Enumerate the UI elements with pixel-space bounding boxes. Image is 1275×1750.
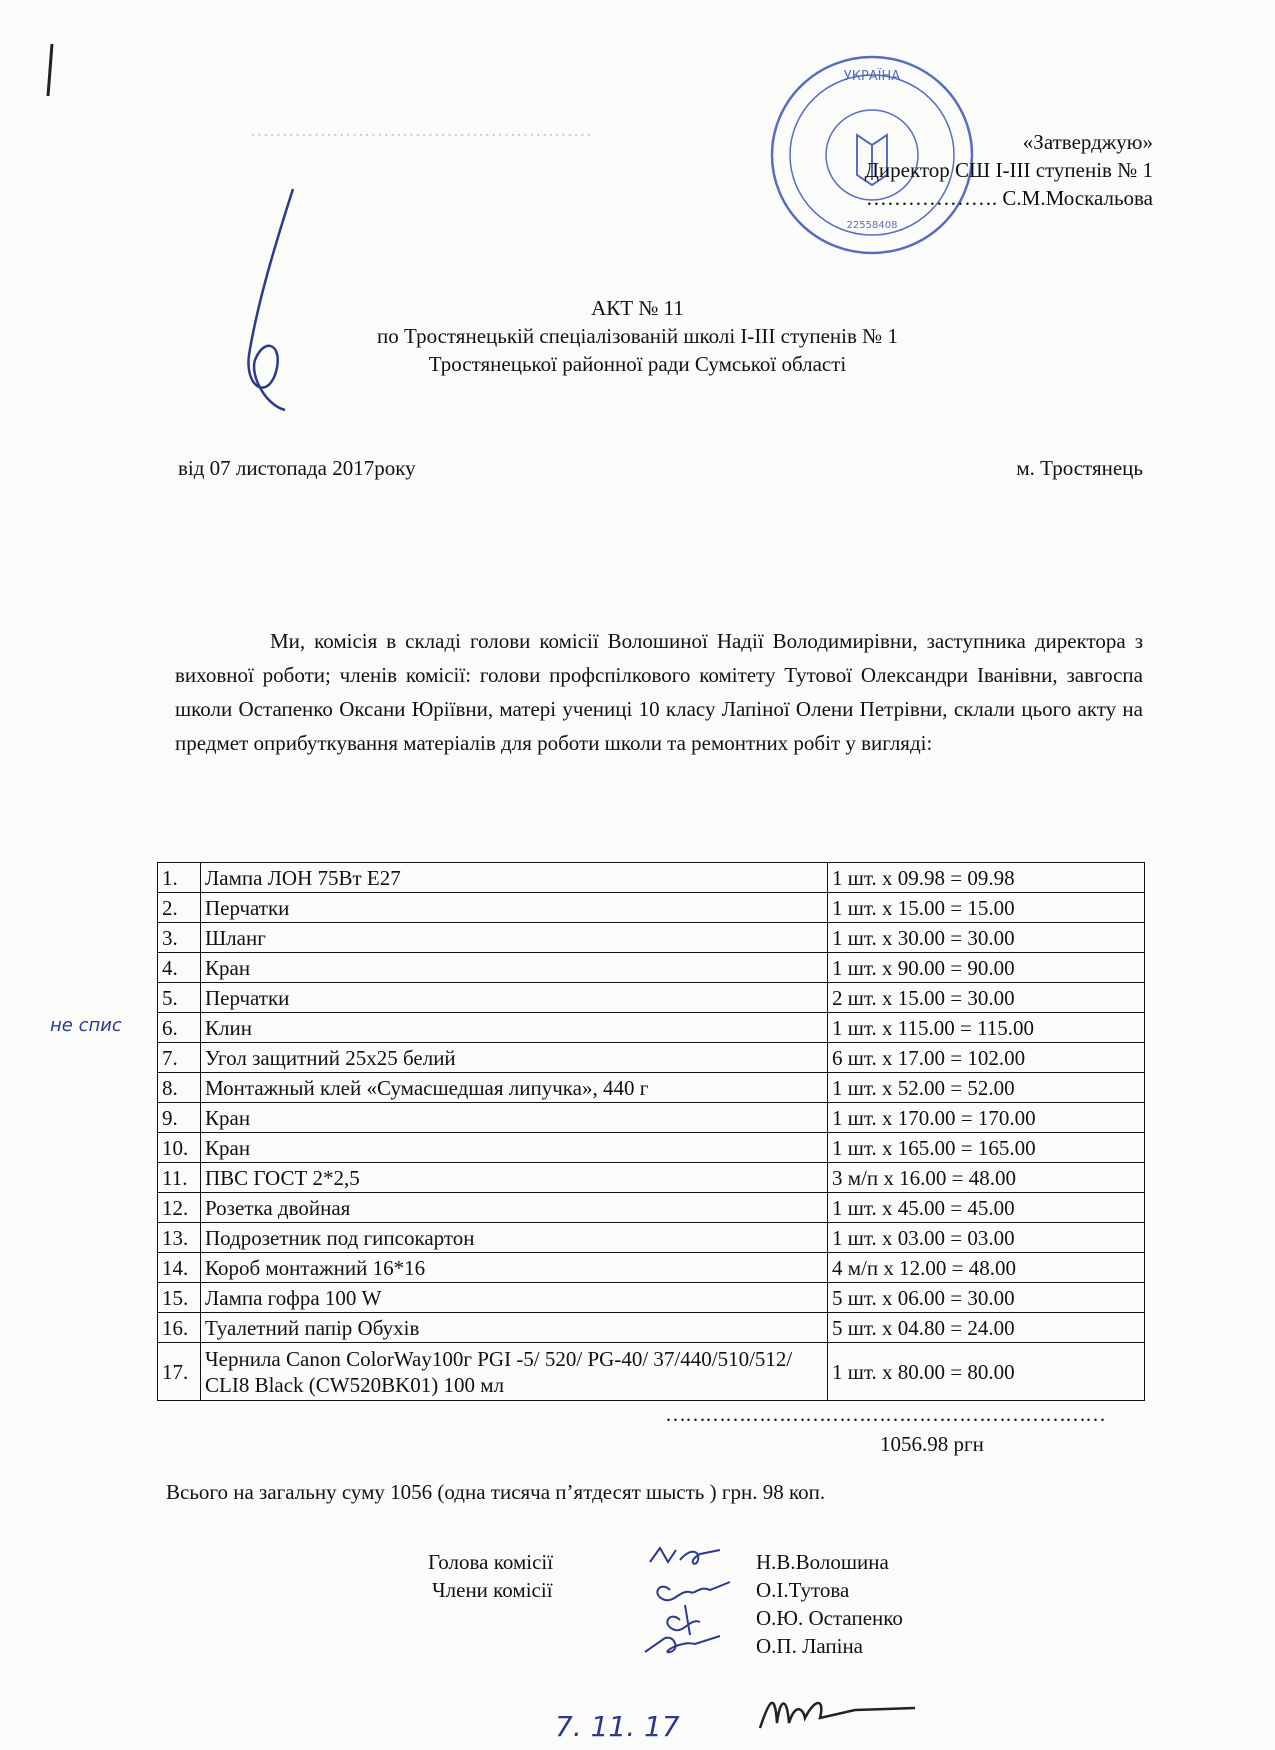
bottom-signature <box>755 1688 925 1738</box>
table-row <box>158 1043 1145 1073</box>
item-quantity-price: 1 шт. х 170.00 = 170.00 <box>828 1103 1145 1133</box>
item-name: Кран <box>201 1133 828 1163</box>
item-number: 3. <box>158 923 201 953</box>
item-quantity-price: 1 шт. х 45.00 = 45.00 <box>828 1193 1145 1223</box>
item-name: ПВС ГОСТ 2*2,5 <box>201 1163 828 1193</box>
handwritten-date: 7. 11. 17 <box>555 1710 680 1743</box>
item-number: 15. <box>158 1283 201 1313</box>
head-label: Голова комісії <box>428 1550 554 1574</box>
act-subtitle-2: Тростянецької районної ради Сумської області <box>428 352 847 376</box>
item-name: Угол защитний 25х25 белий <box>201 1043 828 1073</box>
item-name: Кран <box>201 1103 828 1133</box>
item-number: 14. <box>158 1253 201 1283</box>
margin-mark <box>40 40 60 100</box>
item-number: 7. <box>158 1043 201 1073</box>
item-name: Лампа гофра 100 W <box>201 1283 828 1313</box>
table-row <box>158 1223 1145 1253</box>
item-number: 4. <box>158 953 201 983</box>
item-quantity-price: 1 шт. х 09.98 = 09.98 <box>828 863 1145 893</box>
item-quantity-price: 1 шт. х 52.00 = 52.00 <box>828 1073 1145 1103</box>
item-number: 6. <box>158 1013 201 1043</box>
item-quantity-price: 1 шт. х 90.00 = 90.00 <box>828 953 1145 983</box>
item-number: 9. <box>158 1103 201 1133</box>
table-row <box>158 1163 1145 1193</box>
table-row <box>158 1253 1145 1283</box>
table-row <box>158 1343 1145 1401</box>
table-row <box>158 1103 1145 1133</box>
item-name: Клин <box>201 1013 828 1043</box>
table-row <box>158 1313 1145 1343</box>
item-number: 16. <box>158 1313 201 1343</box>
item-name: Подрозетник под гипсокартон <box>201 1223 828 1253</box>
act-title: АКТ № 11 <box>591 296 684 320</box>
item-name: Розетка двойная <box>201 1193 828 1223</box>
table-row <box>158 1073 1145 1103</box>
table-row <box>158 923 1145 953</box>
item-quantity-price: 2 шт. х 15.00 = 30.00 <box>828 983 1145 1013</box>
act-subtitle: по Тростянецькій спеціалізованій школі І-ІІІ ступенів № 1 <box>377 324 898 348</box>
item-quantity-price: 1 шт. х 03.00 = 03.00 <box>828 1223 1145 1253</box>
intro-paragraph: Ми, комісія в складі голови комісії Волошиної Надії Володимирівни, заступника директора з виховної роботи; членів комісії: голови профспілкового комітету Тутової Олександри Іванівни, завгоспа школи Остапенко Оксани Юріївни, матері учениці 10 класу Лапіної Олени Петрівни, склали цього акту на предмет оприбуткування матеріалів для роботи школи та ремонтних робіт у вигляді: <box>175 629 1143 755</box>
item-quantity-price: 4 м/п х 12.00 = 48.00 <box>828 1253 1145 1283</box>
item-number: 5. <box>158 983 201 1013</box>
total-in-words: Всього на загальну суму 1056 (одна тисяча п’ятдесят шысть ) грн. 98 коп. <box>166 1480 826 1504</box>
item-quantity-price: 1 шт. х 80.00 = 80.00 <box>828 1343 1145 1401</box>
item-number: 12. <box>158 1193 201 1223</box>
approval-label: «Затверджую» <box>1022 130 1153 154</box>
act-place: м. Тростянець <box>1016 456 1143 480</box>
item-name: Шланг <box>201 923 828 953</box>
table-row <box>158 1133 1145 1163</box>
item-number: 1. <box>158 863 201 893</box>
bleed-through-text: ……………………………………………… <box>250 120 592 141</box>
act-date: від 07 листопада 2017року <box>178 456 416 480</box>
margin-note: не спис <box>50 1015 122 1036</box>
item-number: 10. <box>158 1133 201 1163</box>
item-number: 13. <box>158 1223 201 1253</box>
members-label: Члени комісії <box>432 1578 553 1602</box>
item-name: Туалетний папір Обухів <box>201 1313 828 1343</box>
item-number: 2. <box>158 893 201 923</box>
member-signatures <box>640 1540 740 1660</box>
total-dots: ………………………………………………………… <box>665 1402 1105 1426</box>
member-name-3: О.П. Лапіна <box>756 1634 863 1658</box>
table-row <box>158 893 1145 923</box>
items-table <box>157 862 1145 1401</box>
item-name: Монтажный клей «Сумасшедшая липучка», 440 г <box>201 1073 828 1103</box>
table-row <box>158 983 1145 1013</box>
item-number: 17. <box>158 1343 201 1401</box>
item-name: Перчатки <box>201 983 828 1013</box>
total-amount: 1056.98 ргн <box>880 1432 984 1456</box>
item-number: 8. <box>158 1073 201 1103</box>
item-name: Кран <box>201 953 828 983</box>
item-quantity-price: 5 шт. х 04.80 = 24.00 <box>828 1313 1145 1343</box>
item-name: Лампа ЛОН 75Вт Е27 <box>201 863 828 893</box>
item-quantity-price: 1 шт. х 165.00 = 165.00 <box>828 1133 1145 1163</box>
table-row <box>158 1013 1145 1043</box>
head-name: Н.В.Волошина <box>756 1550 889 1574</box>
item-name: Чернила Canon ColorWay100г PGI -5/ 520/ PG-40/ 37/440/510/512/ CLI8 Black (CW520BK01) 100 мл <box>201 1343 828 1401</box>
item-name: Перчатки <box>201 893 828 923</box>
item-quantity-price: 5 шт. х 06.00 = 30.00 <box>828 1283 1145 1313</box>
svg-text:22558408: 22558408 <box>846 220 898 231</box>
item-quantity-price: 3 м/п х 16.00 = 48.00 <box>828 1163 1145 1193</box>
official-stamp <box>762 50 982 260</box>
table-row <box>158 953 1145 983</box>
member-name-2: О.Ю. Остапенко <box>756 1606 903 1630</box>
table-row <box>158 1193 1145 1223</box>
approval-signature-line: ………………. С.М.Москальова <box>865 186 1153 210</box>
item-name: Короб монтажний 16*16 <box>201 1253 828 1283</box>
svg-text:УКРАЇНА: УКРАЇНА <box>843 69 901 84</box>
item-number: 11. <box>158 1163 201 1193</box>
item-quantity-price: 1 шт. х 30.00 = 30.00 <box>828 923 1145 953</box>
item-quantity-price: 1 шт. х 115.00 = 115.00 <box>828 1013 1145 1043</box>
item-quantity-price: 6 шт. х 17.00 = 102.00 <box>828 1043 1145 1073</box>
table-row <box>158 1283 1145 1313</box>
member-name-1: О.І.Тутова <box>756 1578 850 1602</box>
item-quantity-price: 1 шт. х 15.00 = 15.00 <box>828 893 1145 923</box>
table-row <box>158 863 1145 893</box>
approval-director: Директор СШ І-ІІІ ступенів № 1 <box>864 158 1153 182</box>
